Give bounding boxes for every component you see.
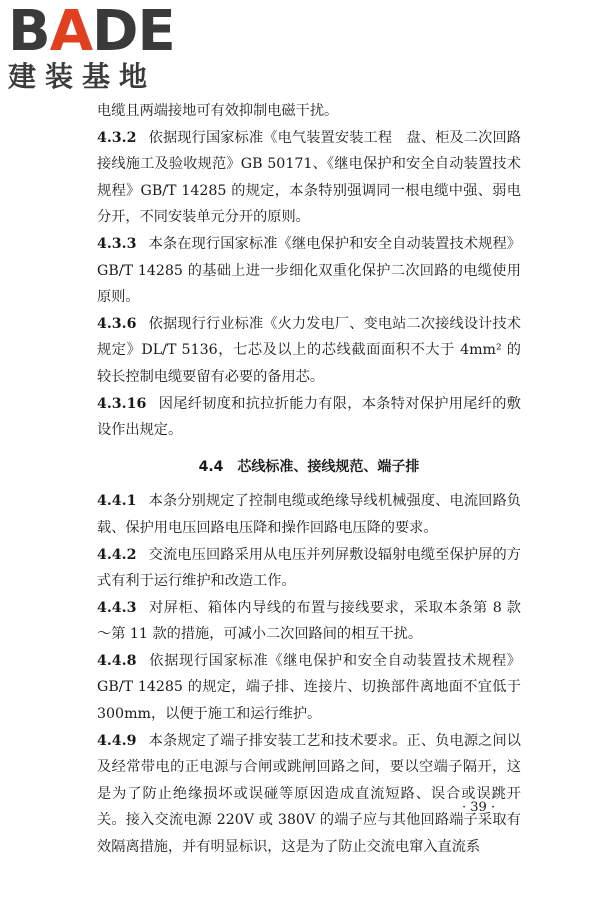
clause-text: 本条规定了端子排安装工艺和技术要求。正、负电源之间以及经常带电的正电源与合闸或跳闸回路之间，要以空端子隔开，这是为了防止绝缘损坏或误碰等原因造成直流短路、误合或误跳开关。接入交流电源 220V 或 380V 的端子应与其他回路端子采取有效隔离措施，并有明显标识，这是为了防止交流电窜入直流系 [97,732,521,856]
section-heading [97,454,521,481]
clause-text: 本条在现行国家标准《继电保护和安全自动装置技术规程》GB/T 14285 的基础上进一步细化双重化保护二次回路的电缆使用原则。 [97,235,521,306]
clause-number: 4.3.6 [97,315,137,332]
clause-text: 交流电压回路采用从电压并列屏敷设辐射电缆至保护屏的方式有利于运行维护和改造工作。 [97,546,521,590]
clause-paragraph [97,311,521,391]
clause-text: 对屏柜、箱体内导线的布置与接线要求，采取本条第 8 款～第 11 款的措施，可减小二次回路间的相互干扰。 [97,599,521,643]
clause-number: 4.3.2 [97,129,137,146]
logo-wordmark [8,0,178,64]
clause-text: 依据现行国家标准《继电保护和安全自动装置技术规程》GB/T 14285 的规定，端子排、连接片、切换部件离地面不宜低于 300mm，以便于施工和运行维护。 [97,652,521,723]
clause-list-4-4 [97,488,521,860]
clause-paragraph [97,98,521,125]
logo-letter-b: B [8,0,50,64]
page-number: · 39 · [462,800,496,815]
site-logo [8,0,178,96]
clause-number: 4.4.2 [97,546,137,563]
clause-number: 4.4.3 [97,599,137,616]
clause-number: 4.3.3 [97,235,137,252]
clause-text: 因尾纤韧度和抗拉折能力有限，本条特对保护用尾纤的敷设作出规定。 [97,395,521,439]
clause-list-4-3 [97,98,521,444]
clause-paragraph [97,391,521,444]
section-number: 4.4 [198,458,224,475]
clause-text: 本条分别规定了控制电缆或绝缘导线机械强度、电流回路负载、保护用电压回路电压降和操作回路电压降的要求。 [97,493,521,536]
logo-letter-a: A [49,0,93,64]
clause-paragraph [97,648,521,728]
clause-number: 4.4.8 [97,652,137,669]
clause-paragraph [97,728,521,861]
clause-paragraph [97,488,521,541]
clause-paragraph [97,125,521,231]
clause-paragraph [97,231,521,311]
logo-letters-de: DE [92,0,175,64]
document-body [97,98,521,861]
clause-paragraph [97,595,521,648]
clause-number: 4.4.9 [97,732,137,749]
clause-number: 4.4.1 [97,493,137,510]
clause-text: 电缆且两端接地可有效抑制电磁干扰。 [97,103,339,119]
clause-number: 4.3.16 [97,395,147,412]
clause-text: 依据现行国家标准《电气装置安装工程 盘、柜及二次回路接线施工及验收规范》GB 50171、《继电保护和安全自动装置技术规程》GB/T 14285 的规定，本条特别强调同一根电缆中强、弱电分开，不同安装单元分开的原则。 [97,129,521,226]
section-title: 芯线标准、接线规范、端子排 [237,458,420,475]
logo-subtitle: 建装基地 [8,60,157,93]
clause-text: 依据现行行业标准《火力发电厂、变电站二次接线设计技术规定》DL/T 5136，七芯及以上的芯线截面面积不大于 4mm² 的较长控制电缆要留有必要的备用芯。 [97,315,521,385]
clause-paragraph [97,542,521,595]
